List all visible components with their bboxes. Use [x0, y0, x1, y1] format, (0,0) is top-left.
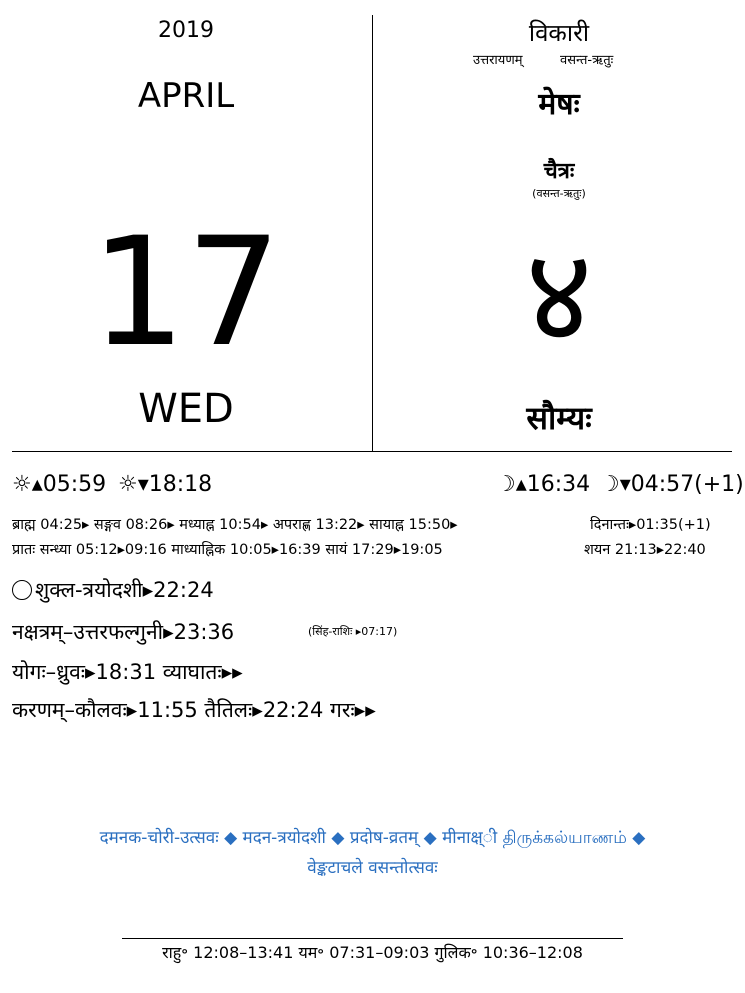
moon-phase-icon — [12, 580, 32, 600]
weekday: WED — [138, 386, 234, 432]
ayana: उत्तरायणम् — [473, 53, 523, 68]
masa: चैत्रः — [543, 159, 575, 184]
tithi: शुक्ल-त्रयोदशी▸22:24 — [35, 578, 214, 602]
festival-line-2: वेङ्कटाचले वसन्तोत्सवः — [307, 858, 438, 878]
kala-line-1: ब्राह्म 04:25▸ सङ्गव 08:26▸ मध्याह्न 10:54▸ अपराह्ण 13:22▸ सायाह्न 15:50▸ — [12, 517, 458, 533]
dinanta: दिनान्तः▸01:35(+1) — [590, 517, 711, 533]
tithi-numeral: ४ — [525, 219, 593, 371]
day-number: 17 — [90, 206, 282, 380]
samvatsara: विकारी — [528, 19, 590, 47]
nakshatra: नक्षत्रम्–उत्तरफल्गुनी▸23:36 — [12, 620, 235, 644]
sunrise: ☼▴05:59 — [12, 472, 107, 497]
shayana: शयन 21:13▸22:40 — [584, 542, 706, 558]
masa-ritu: (वसन्त-ऋतुः) — [532, 187, 586, 200]
nakshatra-note: (सिंह-राशिः ▸07:17) — [308, 625, 398, 638]
footer-divider — [122, 938, 623, 939]
moonset: ☽▾04:57(+1) — [600, 472, 744, 497]
sunset: ☼▾18:18 — [118, 472, 213, 497]
horizontal-divider — [12, 451, 732, 452]
year: 2019 — [158, 18, 214, 43]
month: APRIL — [137, 76, 235, 116]
rasi: मेषः — [538, 87, 580, 122]
kala-line-2: प्रातः सन्ध्या 05:12▸09:16 माध्याह्निक 10:05▸16:39 सायं 17:29▸19:05 — [12, 542, 443, 558]
moonrise: ☽▴16:34 — [496, 472, 591, 497]
tithi-row — [12, 576, 214, 604]
yoga: योगः–ध्रुवः▸18:31 व्याघातः▸▸ — [12, 660, 243, 684]
karana: करणम्–कौलवः▸11:55 तैतिलः▸22:24 गरः▸▸ — [12, 698, 376, 722]
ritu: वसन्त-ऋतुः — [560, 53, 614, 68]
festival-line-1: दमनक-चोरी-उत्सवः ◆ मदन-त्रयोदशी ◆ प्रदोष-व्रतम् ◆ मीनाक्ष्ी திருக்கல்யாணம் ◆ — [99, 828, 646, 848]
inauspicious-times: राहु॰ 12:08–13:41 यम॰ 07:31–09:03 गुलिक॰ 10:36–12:08 — [162, 943, 583, 962]
vaara: सौम्यः — [526, 399, 592, 437]
